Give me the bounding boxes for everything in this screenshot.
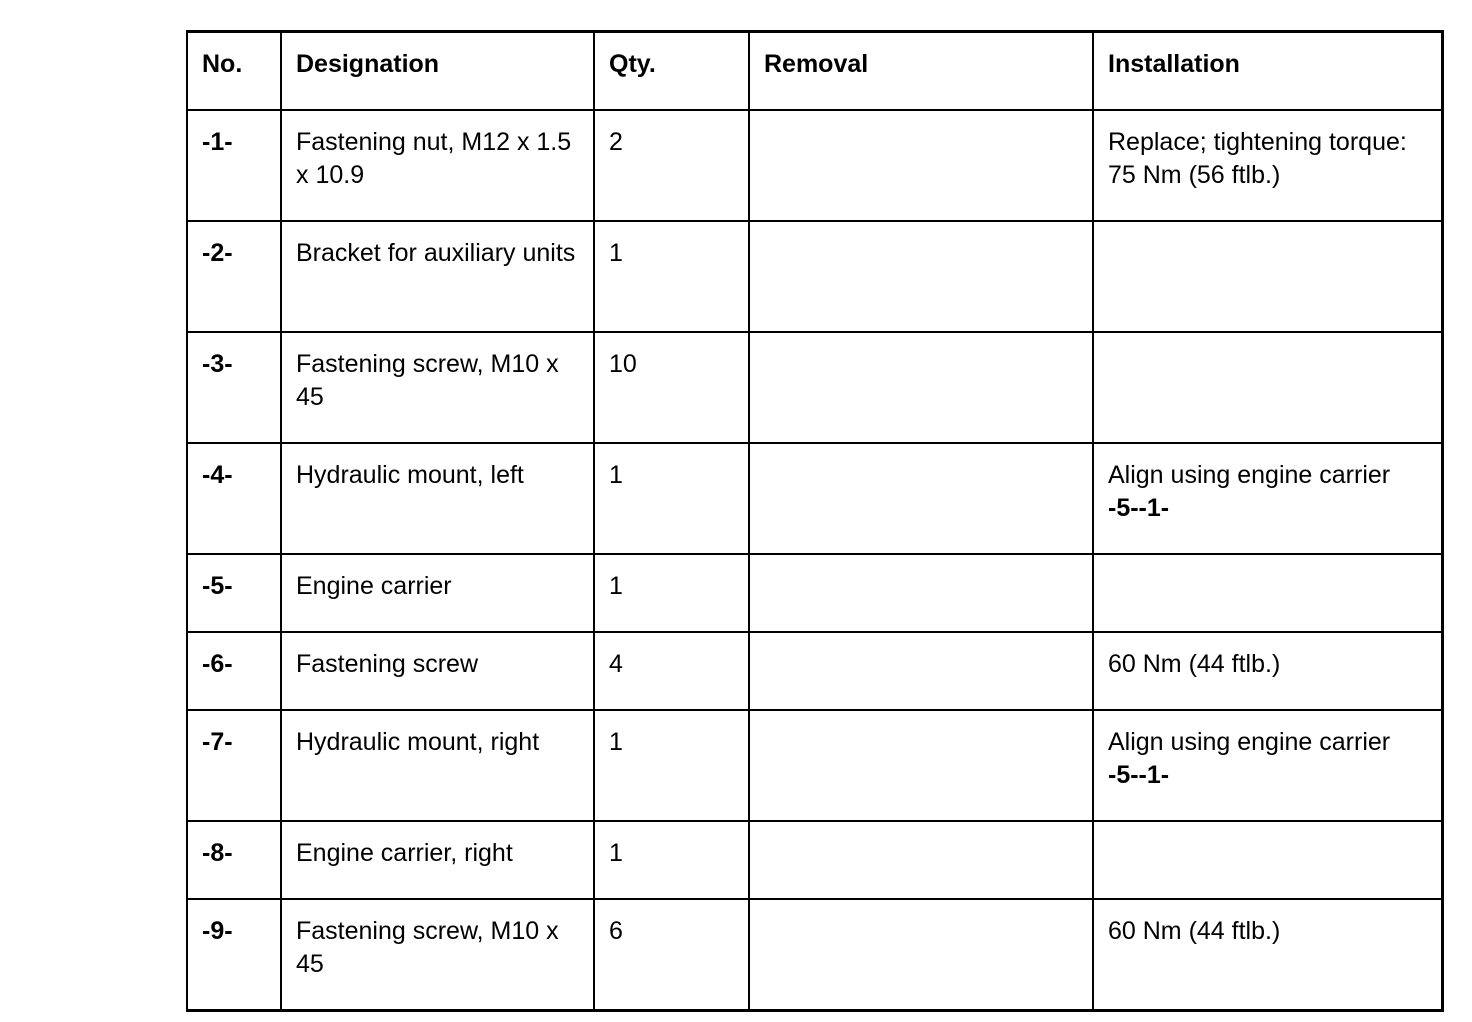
cell-installation	[1093, 821, 1442, 899]
table-header-row	[187, 32, 1442, 111]
cell-no: -8-	[187, 821, 281, 899]
cell-designation: Bracket for auxiliary units	[281, 221, 594, 332]
cell-qty: 1	[594, 821, 749, 899]
table-row	[187, 332, 1442, 443]
cell-no: -6-	[187, 632, 281, 710]
cell-installation	[1093, 443, 1442, 554]
table-row	[187, 632, 1442, 710]
installation-text: Align using engine carrier	[1108, 461, 1391, 489]
cell-qty: 6	[594, 899, 749, 1011]
cell-installation	[1093, 554, 1442, 632]
header-qty: Qty.	[594, 32, 749, 111]
cell-no: -1-	[187, 110, 281, 221]
cell-designation: Hydraulic mount, left	[281, 443, 594, 554]
table-row	[187, 221, 1442, 332]
cell-designation: Fastening screw	[281, 632, 594, 710]
cell-installation	[1093, 332, 1442, 443]
cell-removal	[749, 554, 1093, 632]
cell-removal	[749, 110, 1093, 221]
installation-text: Replace; tightening torque: 75 Nm (56 ftlb.)	[1108, 128, 1407, 189]
cell-qty: 1	[594, 554, 749, 632]
cell-qty: 1	[594, 443, 749, 554]
table-row	[187, 899, 1442, 1011]
table-row	[187, 443, 1442, 554]
cell-installation	[1093, 710, 1442, 821]
cell-no: -2-	[187, 221, 281, 332]
header-removal: Removal	[749, 32, 1093, 111]
parts-table	[186, 30, 1444, 1012]
cell-qty: 2	[594, 110, 749, 221]
cell-installation: 60 Nm (44 ftlb.)	[1093, 632, 1442, 710]
cell-designation: Fastening screw, M10 x 45	[281, 899, 594, 1011]
header-no: No.	[187, 32, 281, 111]
installation-reference: -5--1-	[1108, 761, 1170, 789]
cell-designation: Engine carrier, right	[281, 821, 594, 899]
cell-designation: Hydraulic mount, right	[281, 710, 594, 821]
cell-removal	[749, 632, 1093, 710]
cell-designation: Fastening nut, M12 x 1.5 x 10.9	[281, 110, 594, 221]
cell-removal	[749, 899, 1093, 1011]
cell-qty: 1	[594, 221, 749, 332]
cell-removal	[749, 443, 1093, 554]
installation-text: Align using engine carrier	[1108, 728, 1391, 756]
cell-no: -7-	[187, 710, 281, 821]
header-installation: Installation	[1093, 32, 1442, 111]
cell-removal	[749, 332, 1093, 443]
cell-no: -5-	[187, 554, 281, 632]
table-row	[187, 821, 1442, 899]
cell-installation	[1093, 221, 1442, 332]
cell-installation	[1093, 110, 1442, 221]
cell-removal	[749, 710, 1093, 821]
cell-designation: Fastening screw, M10 x 45	[281, 332, 594, 443]
cell-removal	[749, 221, 1093, 332]
cell-qty: 4	[594, 632, 749, 710]
cell-qty: 1	[594, 710, 749, 821]
table-row	[187, 554, 1442, 632]
cell-removal	[749, 821, 1093, 899]
installation-reference: -5--1-	[1108, 494, 1170, 522]
header-designation: Designation	[281, 32, 594, 111]
cell-no: -4-	[187, 443, 281, 554]
table-row	[187, 710, 1442, 821]
cell-qty: 10	[594, 332, 749, 443]
cell-no: -3-	[187, 332, 281, 443]
table-row	[187, 110, 1442, 221]
cell-installation: 60 Nm (44 ftlb.)	[1093, 899, 1442, 1011]
cell-designation: Engine carrier	[281, 554, 594, 632]
cell-no: -9-	[187, 899, 281, 1011]
